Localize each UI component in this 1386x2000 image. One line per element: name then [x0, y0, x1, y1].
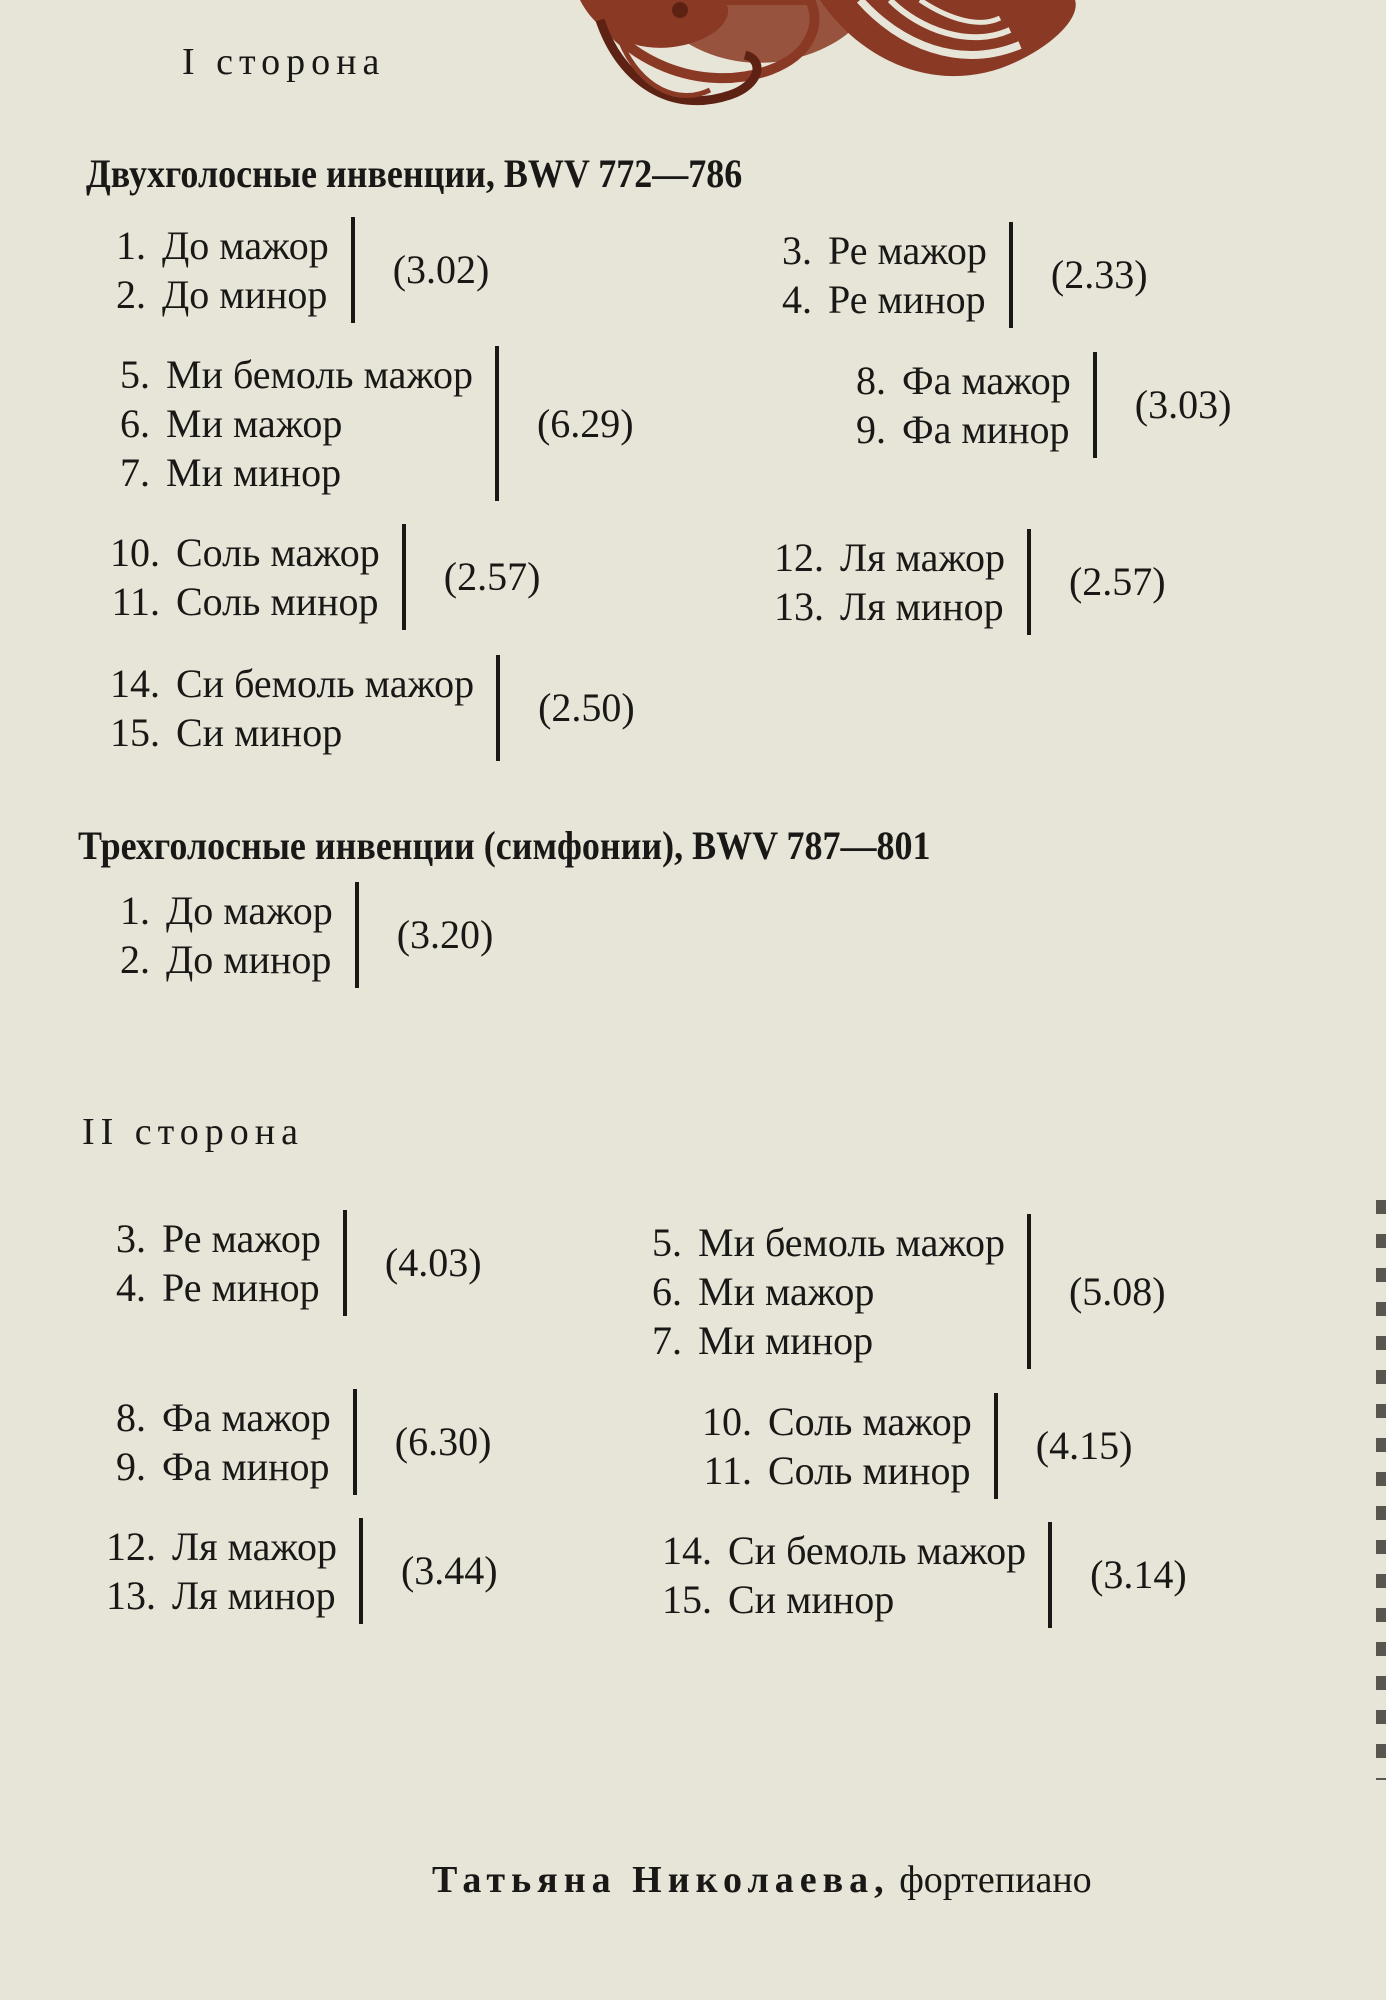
track-title: Си бемоль мажор: [176, 661, 475, 706]
track-row: [772, 226, 987, 275]
track-row: [84, 1571, 337, 1620]
track-title: Ре минор: [162, 1265, 320, 1310]
track-row: [100, 350, 473, 399]
work-1-title: Двухголосные инвенции, BWV 772—786: [86, 151, 743, 196]
track-row: [100, 1442, 331, 1491]
track-group: [88, 659, 635, 761]
track-row: [88, 708, 474, 757]
track-list: [88, 528, 380, 626]
track-number: 15.: [110, 710, 160, 755]
track-group: [100, 1214, 482, 1316]
track-row: [680, 1397, 972, 1446]
track-title: Фа минор: [162, 1444, 330, 1489]
track-title: Ми минор: [698, 1318, 874, 1363]
track-number: 11.: [703, 1448, 752, 1493]
track-list: [100, 350, 473, 497]
track-list: [640, 1526, 1026, 1624]
group-duration: (2.57): [1068, 559, 1166, 604]
track-group: [752, 533, 1166, 635]
track-list: [100, 886, 333, 984]
track-number: 7.: [120, 450, 150, 495]
group-duration: (2.50): [538, 685, 635, 730]
track-row: [100, 221, 329, 270]
track-number: 14.: [662, 1528, 712, 1573]
track-list: [636, 1218, 1005, 1365]
group-duration: (4.03): [384, 1240, 482, 1285]
track-title: Си минор: [176, 710, 343, 755]
group-duration: (2.33): [1050, 252, 1148, 297]
group-duration: (3.20): [396, 912, 494, 957]
group-bracket-line: [1027, 1214, 1031, 1369]
track-row: [640, 1575, 1026, 1624]
track-title: Фа минор: [902, 407, 1070, 452]
track-group: [636, 1218, 1166, 1369]
performer-instrument: фортепиано: [899, 1859, 1092, 1901]
track-title: Соль минор: [768, 1448, 971, 1493]
group-bracket-line: [353, 1389, 357, 1495]
track-list: [100, 1214, 321, 1312]
track-number: 3.: [116, 1216, 146, 1261]
track-number: 12.: [106, 1524, 156, 1569]
track-title: Ми мажор: [166, 401, 343, 446]
track-title: Ля минор: [840, 584, 1004, 629]
track-title: Соль минор: [176, 579, 379, 624]
track-row: [88, 659, 474, 708]
performer-name: Татьяна Николаева,: [432, 1859, 890, 1901]
track-title: Ми минор: [166, 450, 342, 495]
track-row: [752, 533, 1005, 582]
group-duration: (3.02): [392, 247, 490, 292]
track-title: Ля минор: [172, 1573, 336, 1618]
track-title: До минор: [162, 272, 328, 317]
group-duration: (5.08): [1068, 1269, 1166, 1314]
group-duration: (3.03): [1134, 382, 1232, 427]
track-row: [100, 448, 473, 497]
track-number: 3.: [782, 228, 812, 273]
track-number: 4.: [782, 277, 812, 322]
track-number: 4.: [116, 1265, 146, 1310]
track-row: [100, 1393, 331, 1442]
track-row: [88, 528, 380, 577]
track-title: Фа мажор: [902, 358, 1071, 403]
track-list: [100, 221, 329, 319]
track-list: [680, 1397, 972, 1495]
track-number: 5.: [120, 352, 150, 397]
track-number: 9.: [116, 1444, 146, 1489]
track-number: 8.: [856, 358, 886, 403]
track-list: [100, 1393, 331, 1491]
group-duration: (2.57): [443, 554, 541, 599]
track-row: [100, 399, 473, 448]
track-number: 6.: [652, 1269, 682, 1314]
track-title: Ми бемоль мажор: [166, 352, 473, 397]
track-row: [640, 1526, 1026, 1575]
track-number: 12.: [774, 535, 824, 580]
track-row: [100, 1263, 321, 1312]
group-bracket-line: [1027, 529, 1031, 635]
track-group: [88, 528, 540, 630]
track-title: Ми мажор: [698, 1269, 875, 1314]
group-bracket-line: [359, 1518, 363, 1624]
group-duration: (3.44): [400, 1548, 498, 1593]
track-row: [680, 1446, 972, 1495]
performer-credit: [432, 1858, 1092, 1902]
track-number: 10.: [110, 530, 160, 575]
group-duration: (4.15): [1035, 1423, 1133, 1468]
group-bracket-line: [1093, 352, 1097, 458]
track-number: 1.: [120, 888, 150, 933]
track-number: 10.: [702, 1399, 752, 1444]
track-title: До минор: [166, 937, 332, 982]
track-title: Соль мажор: [768, 1399, 972, 1444]
track-list: [84, 1522, 337, 1620]
track-number: 2.: [116, 272, 146, 317]
track-group: [100, 886, 493, 988]
track-title: До мажор: [162, 223, 329, 268]
group-bracket-line: [402, 524, 406, 630]
track-list: [836, 356, 1071, 454]
track-number: 2.: [120, 937, 150, 982]
track-number: 15.: [662, 1577, 712, 1622]
track-row: [636, 1267, 1005, 1316]
track-row: [88, 577, 380, 626]
work-2-title: Трехголосные инвенции (симфонии), BWV 787—801: [78, 823, 931, 868]
group-duration: (3.14): [1090, 1552, 1187, 1597]
track-group: [836, 356, 1231, 458]
track-row: [836, 356, 1071, 405]
track-number: 13.: [774, 584, 824, 629]
ornament-flourish: [560, 0, 1120, 120]
track-number: 9.: [856, 407, 886, 452]
track-title: Фа мажор: [162, 1395, 331, 1440]
track-list: [772, 226, 987, 324]
track-number: 7.: [652, 1318, 682, 1363]
track-title: Ля мажор: [172, 1524, 337, 1569]
track-row: [100, 935, 333, 984]
group-bracket-line: [1009, 222, 1013, 328]
track-group: [680, 1397, 1132, 1499]
adjacent-page-edge: [1376, 1200, 1386, 1780]
track-number: 1.: [116, 223, 146, 268]
track-title: Си минор: [728, 1577, 895, 1622]
track-title: Ре минор: [828, 277, 986, 322]
track-title: Соль мажор: [176, 530, 380, 575]
track-title: Ре мажор: [828, 228, 987, 273]
track-row: [84, 1522, 337, 1571]
track-list: [88, 659, 474, 757]
track-title: Ля мажор: [840, 535, 1005, 580]
group-bracket-line: [355, 882, 359, 988]
track-number: 14.: [110, 661, 160, 706]
group-bracket-line: [495, 346, 499, 501]
side-1-heading: I сторона: [182, 41, 386, 83]
track-title: Ре мажор: [162, 1216, 321, 1261]
group-bracket-line: [496, 655, 500, 761]
track-number: 5.: [652, 1220, 682, 1265]
track-row: [636, 1218, 1005, 1267]
track-group: [84, 1522, 498, 1624]
track-row: [752, 582, 1005, 631]
track-group: [100, 350, 634, 501]
side-2-heading: II сторона: [82, 1111, 304, 1153]
group-bracket-line: [343, 1210, 347, 1316]
group-duration: (6.29): [536, 401, 634, 446]
track-group: [100, 1393, 491, 1495]
group-bracket-line: [351, 217, 355, 323]
track-list: [752, 533, 1005, 631]
track-group: [640, 1526, 1187, 1628]
track-row: [636, 1316, 1005, 1365]
track-title: Ми бемоль мажор: [698, 1220, 1005, 1265]
track-title: Си бемоль мажор: [728, 1528, 1027, 1573]
track-row: [836, 405, 1071, 454]
group-bracket-line: [994, 1393, 998, 1499]
track-row: [100, 1214, 321, 1263]
group-duration: (6.30): [394, 1419, 492, 1464]
track-number: 11.: [111, 579, 160, 624]
group-bracket-line: [1048, 1522, 1052, 1628]
track-title: До мажор: [166, 888, 333, 933]
track-number: 13.: [106, 1573, 156, 1618]
track-row: [100, 270, 329, 319]
track-group: [772, 226, 1148, 328]
track-number: 8.: [116, 1395, 146, 1440]
track-row: [772, 275, 987, 324]
track-group: [100, 221, 489, 323]
track-number: 6.: [120, 401, 150, 446]
track-row: [100, 886, 333, 935]
